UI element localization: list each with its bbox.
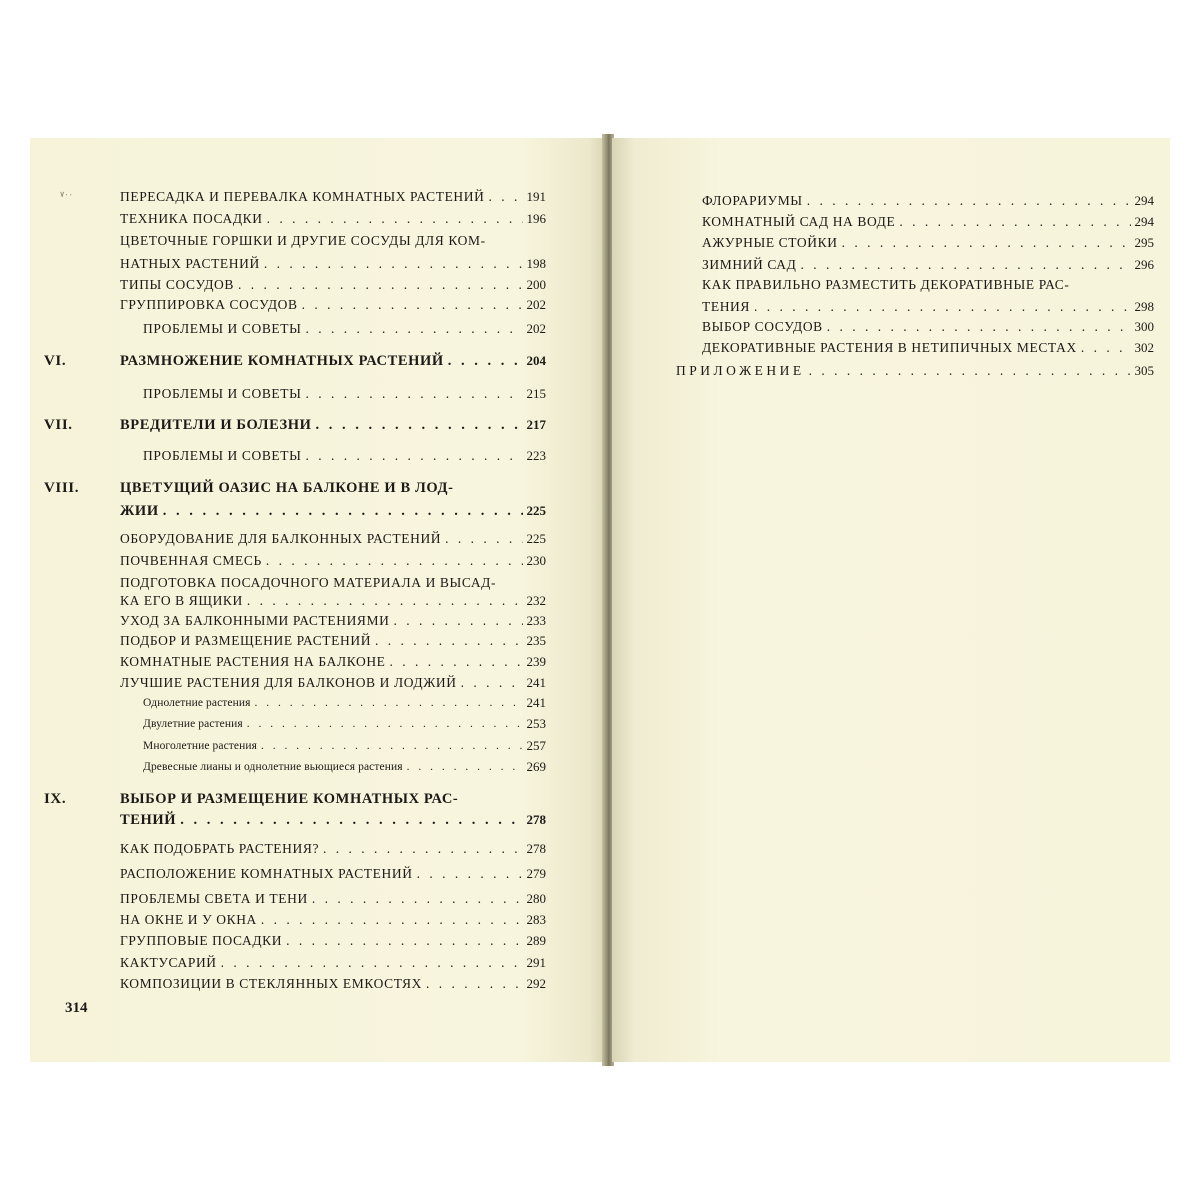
toc-left-entry-continuation [120,502,546,520]
entry-title: ПОЧВЕННАЯ СМЕСЬ [120,553,262,568]
toc-left-entry-continuation [120,811,546,829]
entry-page-number: 191 [526,189,546,204]
entry-page-number: 278 [526,841,546,856]
toc-left-entry [120,975,546,993]
leader-dots [238,276,523,294]
entry-page-number: 198 [526,256,546,271]
open-book [30,138,1170,1062]
leader-dots [323,840,522,858]
toc-left-entry [120,674,546,692]
toc-left-entry [44,790,546,808]
entry-page-number: 225 [526,503,546,518]
toc-right-entry [702,213,1154,231]
entry-title: ПОДГОТОВКА ПОСАДОЧНОГО МАТЕРИАЛА И ВЫСАД- [120,575,497,590]
toc-left-entry [143,715,546,733]
toc-left-entry [143,758,546,776]
toc-left-entry [120,653,546,671]
leader-dots [255,694,523,712]
entry-title: ГРУППИРОВКА СОСУДОВ [120,297,298,312]
entry-page-number: 298 [1134,299,1154,314]
entry-page-number: 294 [1134,214,1154,229]
entry-page-number: 223 [526,448,546,463]
entry-page-number: 295 [1134,235,1154,250]
entry-title: ЛУЧШИЕ РАСТЕНИЯ ДЛЯ БАЛКОНОВ И ЛОДЖИЙ [120,675,457,690]
entry-title: Однолетние растения [143,697,251,709]
entry-page-number: 233 [526,613,546,628]
leader-dots [417,865,523,883]
toc-left-entry [143,694,546,712]
leader-dots [247,592,523,610]
entry-page-number: 196 [526,211,546,226]
entry-title: ДЕКОРАТИВНЫЕ РАСТЕНИЯ В НЕТИПИЧНЫХ МЕСТАХ [702,340,1077,355]
leader-dots [261,737,522,755]
toc-left-entry [120,530,546,548]
leader-dots [264,255,523,273]
leader-dots [267,210,523,228]
entry-title: ПРОБЛЕМЫ И СОВЕТЫ [143,321,302,336]
toc-right-entry [702,256,1154,274]
entry-page-number: 230 [526,553,546,568]
entry-title: ПРИЛОЖЕНИЕ [676,363,805,378]
entry-title: ПРОБЛЕМЫ И СОВЕТЫ [143,386,302,401]
entry-title: ЦВЕТУЩИЙ ОАЗИС НА БАЛКОНЕ И В ЛОД- [120,480,454,496]
entry-page-number: 305 [1134,363,1154,378]
entry-page-number: 302 [1134,340,1154,355]
entry-title: УХОД ЗА БАЛКОННЫМИ РАСТЕНИЯМИ [120,613,390,628]
toc-left-entry [44,352,546,370]
leader-dots [754,298,1131,316]
entry-title: ВРЕДИТЕЛИ И БОЛЕЗНИ [120,417,312,433]
entry-page-number: 300 [1134,319,1154,334]
leader-dots [306,320,523,338]
leader-dots [488,188,522,206]
toc-left-entry [120,296,546,314]
toc-left-entry [143,385,546,403]
leader-dots [266,552,523,570]
toc-left-entry [120,232,546,250]
toc-left-entry [143,737,546,755]
left-page [30,138,606,1062]
toc-right-entry-continuation [702,298,1154,316]
entry-title: ОБОРУДОВАНИЕ ДЛЯ БАЛКОННЫХ РАСТЕНИЙ [120,531,442,546]
entry-title: Многолетние растения [143,740,258,752]
entry-title: ЗИМНИЙ САД [702,257,797,272]
entry-title: ЦВЕТОЧНЫЕ ГОРШКИ И ДРУГИЕ СОСУДЫ ДЛЯ КОМ- [120,233,486,248]
entry-title: ГРУППОВЫЕ ПОСАДКИ [120,933,283,948]
chapter-number: VIII. [44,480,80,496]
entry-page-number: 289 [526,933,546,948]
entry-page-number: 269 [526,759,546,774]
leader-dots [302,296,523,314]
entry-title-continuation: ТЕНИЯ [702,299,750,314]
leader-dots [827,318,1131,336]
leader-dots [393,612,522,630]
leader-dots [180,811,522,829]
entry-page-number: 215 [526,386,546,401]
toc-right-entry [702,318,1154,336]
toc-left-entry [120,210,546,228]
entry-page-number: 200 [526,277,546,292]
corner-mark: ۷۰۰ [60,190,73,199]
entry-page-number: 279 [526,866,546,881]
toc-left-entry [120,954,546,972]
entry-page-number: 202 [526,321,546,336]
entry-title-continuation: КА ЕГО В ЯЩИКИ [120,593,243,608]
entry-title: ТЕХНИКА ПОСАДКИ [120,211,263,226]
entry-page-number: 217 [526,417,546,432]
entry-title: Древесные лианы и однолетние вьющиеся растения [143,761,403,773]
entry-title: РАЗМНОЖЕНИЕ КОМНАТНЫХ РАСТЕНИЙ [120,353,444,369]
entry-page-number: 278 [526,812,546,827]
entry-title-continuation: НАТНЫХ РАСТЕНИЙ [120,256,260,271]
entry-page-number: 292 [526,976,546,991]
toc-left-entry [143,320,546,338]
leader-dots [316,416,523,434]
leader-dots [899,213,1130,231]
toc-left-entry [120,612,546,630]
leader-dots [306,447,523,465]
leader-dots [445,530,522,548]
entry-page-number: 204 [526,353,546,368]
entry-title: ФЛОРАРИУМЫ [702,193,803,208]
toc-left-entry [120,840,546,858]
toc-right-entry [676,362,1154,380]
entry-page-number: 202 [526,297,546,312]
toc-left-entry [44,416,546,434]
leader-dots [448,352,523,370]
entry-title-continuation: ЖИИ [120,503,159,519]
entry-title: РАСПОЛОЖЕНИЕ КОМНАТНЫХ РАСТЕНИЙ [120,866,413,881]
entry-title: ВЫБОР И РАЗМЕЩЕНИЕ КОМНАТНЫХ РАС- [120,791,459,807]
toc-left-entry [120,632,546,650]
toc-left-entry [120,911,546,929]
toc-left-entry [44,479,546,497]
leader-dots [842,234,1131,252]
entry-title: КОМНАТНЫЕ РАСТЕНИЯ НА БАЛКОНЕ [120,654,386,669]
leader-dots [809,362,1131,380]
leader-dots [221,954,523,972]
chapter-number: VII. [44,417,73,433]
leader-dots [375,632,522,650]
entry-title: ПРОБЛЕМЫ СВЕТА И ТЕНИ [120,891,308,906]
entry-title: НА ОКНЕ И У ОКНА [120,912,257,927]
leader-dots [247,715,523,733]
toc-left-entry [143,447,546,465]
leader-dots [261,911,523,929]
leader-dots [1081,339,1131,357]
leader-dots [807,192,1131,210]
leader-dots [312,890,523,908]
entry-title: ПРОБЛЕМЫ И СОВЕТЫ [143,448,302,463]
entry-page-number: 241 [526,695,546,710]
leader-dots [800,256,1130,274]
entry-page-number: 294 [1134,193,1154,208]
entry-page-number: 257 [526,738,546,753]
chapter-number: VI. [44,353,67,369]
entry-page-number: 291 [526,955,546,970]
entry-page-number: 253 [526,716,546,731]
leader-dots [426,975,522,993]
leader-dots [461,674,523,692]
entry-title: АЖУРНЫЕ СТОЙКИ [702,235,838,250]
toc-right-entry [702,192,1154,210]
leader-dots [306,385,523,403]
entry-page-number: 296 [1134,257,1154,272]
toc-left-entry [120,276,546,294]
toc-left-entry [120,552,546,570]
toc-left-entry [120,932,546,950]
toc-left-entry [120,188,546,206]
page-number: 314 [65,1000,88,1016]
entry-title-continuation: ТЕНИЙ [120,812,177,828]
entry-title: КОМПОЗИЦИИ В СТЕКЛЯННЫХ ЕМКОСТЯХ [120,976,423,991]
toc-right-entry [702,339,1154,357]
toc-left-entry [120,890,546,908]
right-page [612,138,1170,1062]
toc-left-entry [120,865,546,883]
entry-page-number: 232 [526,593,546,608]
leader-dots [163,502,523,520]
entry-title: КАКТУСАРИЙ [120,955,217,970]
leader-dots [390,653,523,671]
entry-title: ВЫБОР СОСУДОВ [702,319,823,334]
entry-title: ПОДБОР И РАЗМЕЩЕНИЕ РАСТЕНИЙ [120,633,372,648]
entry-page-number: 280 [526,891,546,906]
entry-page-number: 241 [526,675,546,690]
leader-dots [407,758,523,776]
toc-right-entry [702,276,1154,294]
entry-page-number: 235 [526,633,546,648]
entry-page-number: 239 [526,654,546,669]
entry-title: КОМНАТНЫЙ САД НА ВОДЕ [702,214,896,229]
entry-page-number: 225 [526,531,546,546]
toc-left-entry [120,574,546,592]
toc-left-entry-continuation [120,255,546,273]
entry-title: Двулетние растения [143,718,243,730]
chapter-number: IX. [44,791,67,807]
entry-title: КАК ПРАВИЛЬНО РАЗМЕСТИТЬ ДЕКОРАТИВНЫЕ РАС- [702,277,1070,292]
entry-page-number: 283 [526,912,546,927]
toc-left-entry-continuation [120,592,546,610]
entry-title: КАК ПОДОБРАТЬ РАСТЕНИЯ? [120,841,320,856]
toc-right-entry [702,234,1154,252]
entry-title: ПЕРЕСАДКА И ПЕРЕВАЛКА КОМНАТНЫХ РАСТЕНИЙ [120,189,485,204]
leader-dots [286,932,522,950]
entry-title: ТИПЫ СОСУДОВ [120,277,234,292]
